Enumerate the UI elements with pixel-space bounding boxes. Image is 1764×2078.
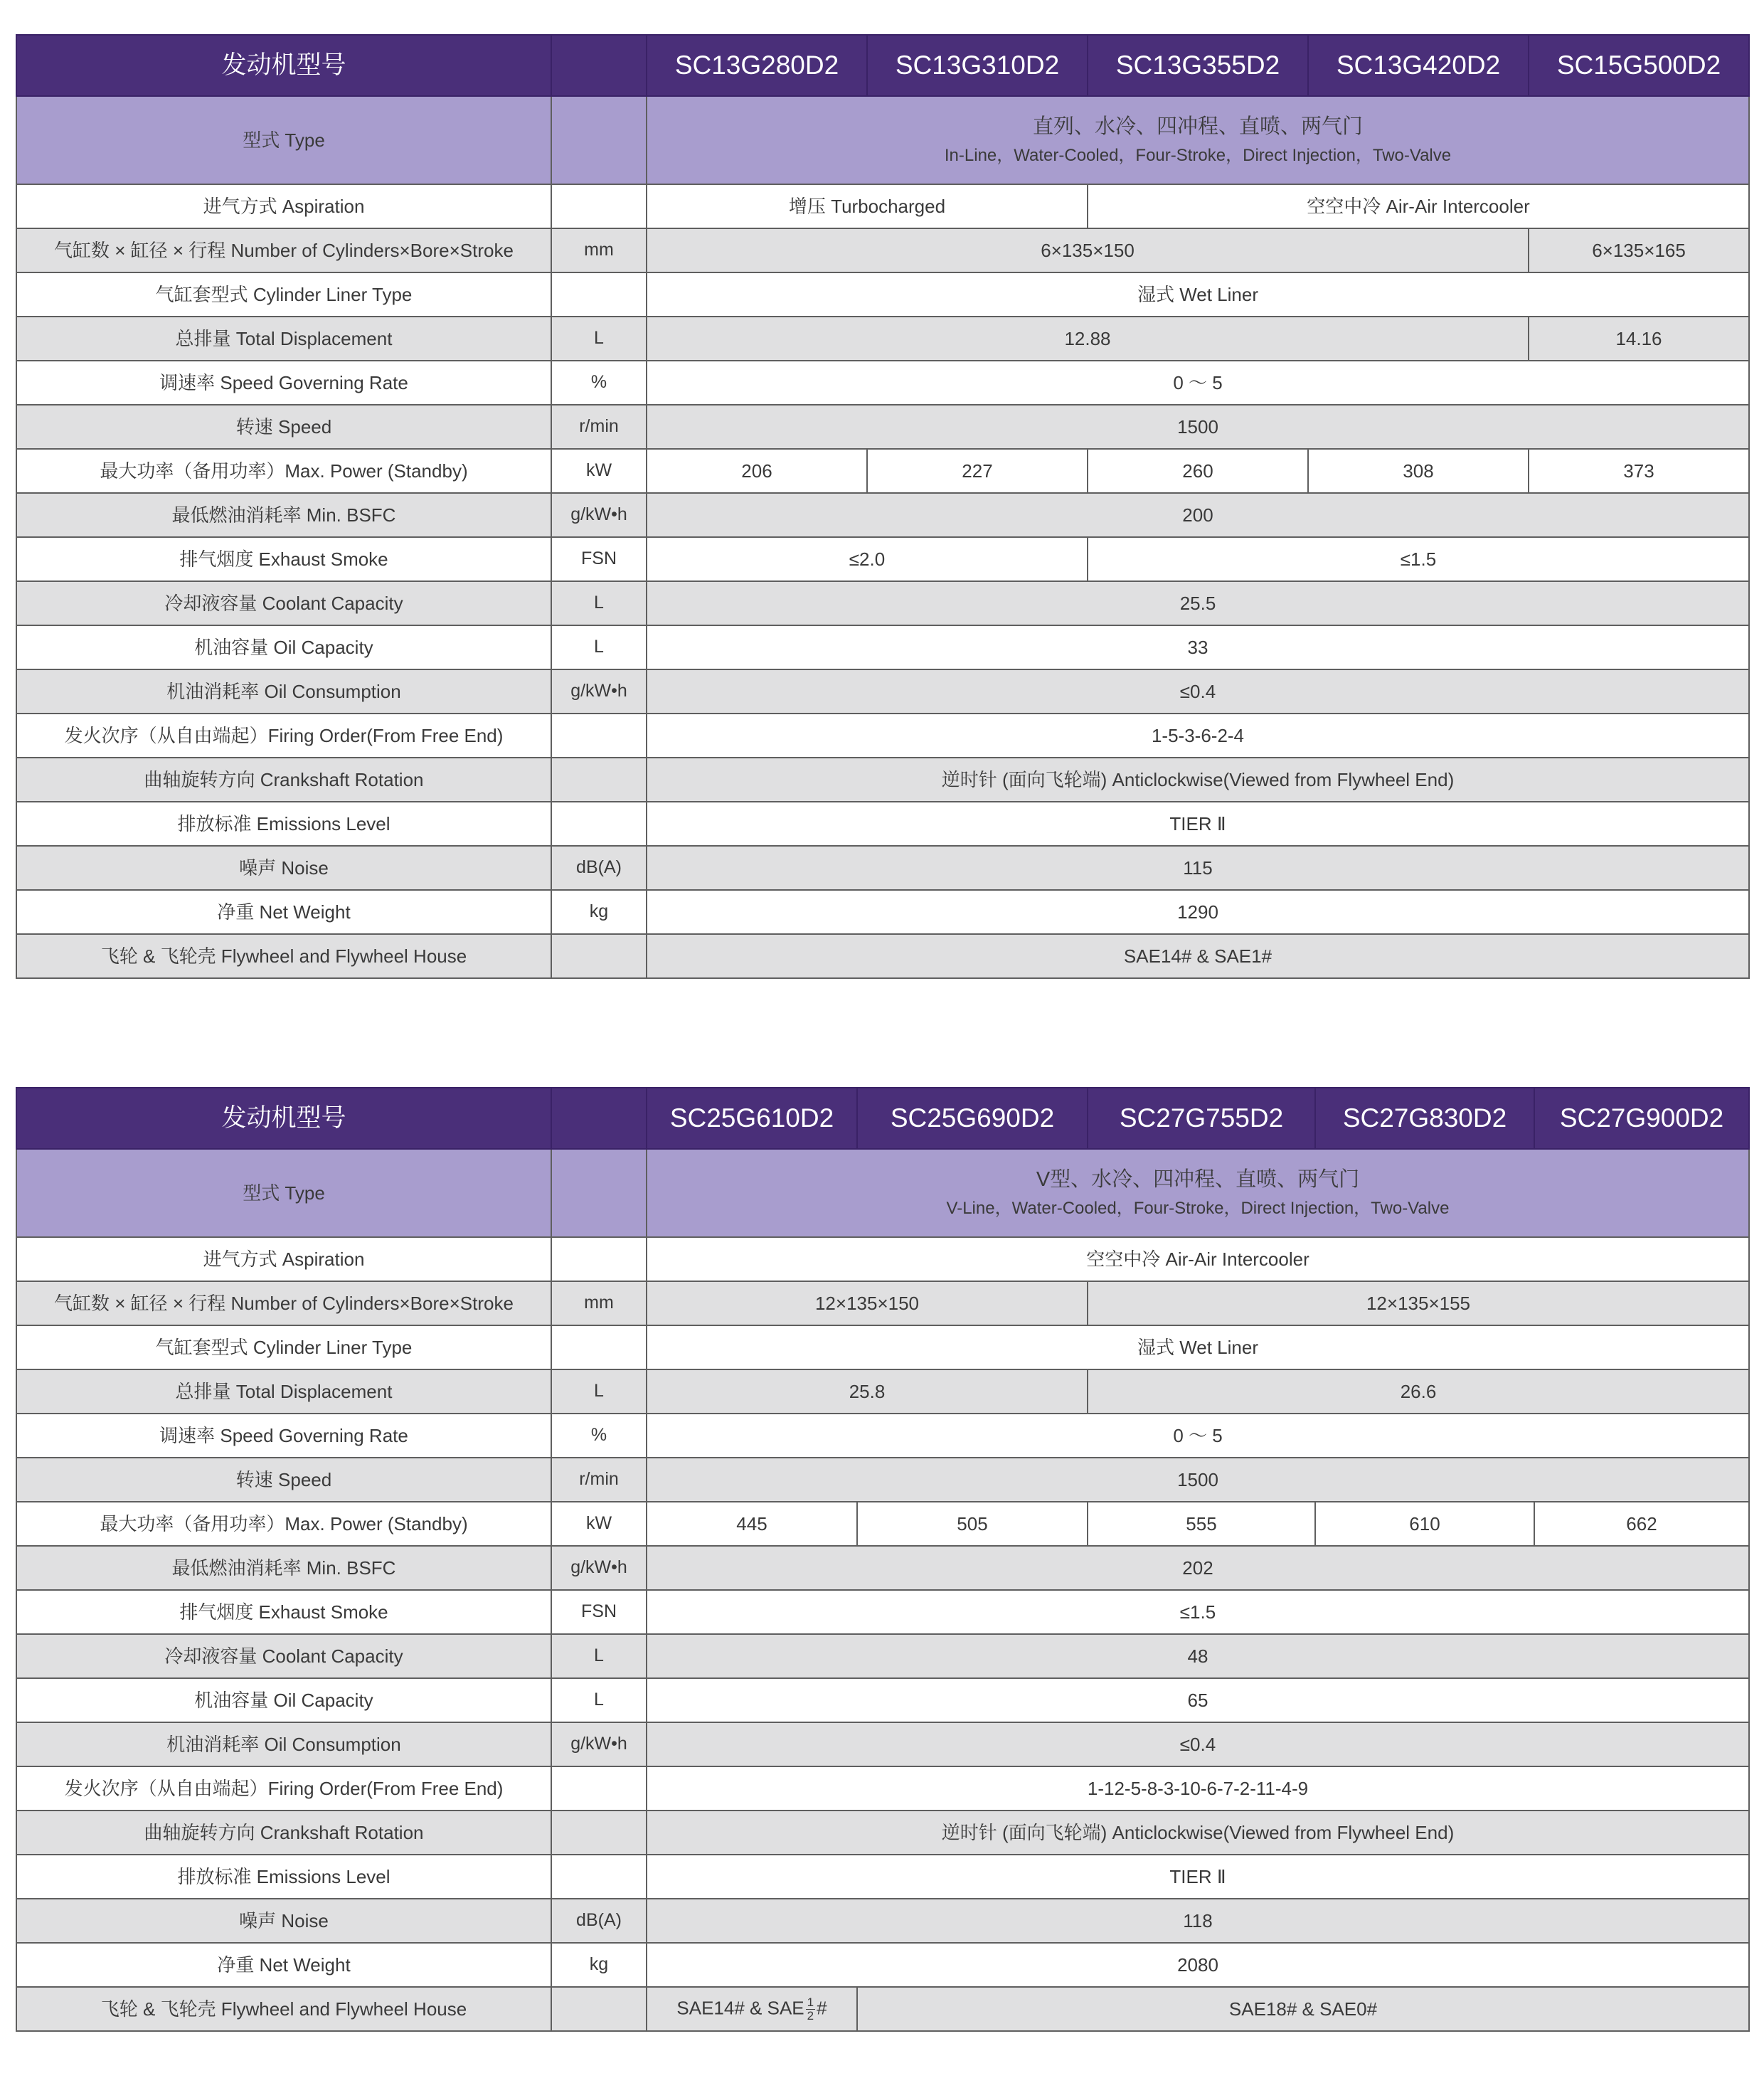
flywheel-row xyxy=(16,934,1749,978)
row-value: 662 xyxy=(1534,1502,1749,1546)
row-label: 总排量 Total Displacement xyxy=(16,317,551,361)
row-unit: kg xyxy=(551,890,647,934)
row-unit xyxy=(551,184,647,228)
model-name: SC15G500D2 xyxy=(1529,35,1749,96)
row-unit: dB(A) xyxy=(551,1899,647,1943)
row-value: 200 xyxy=(647,493,1749,537)
row-label: 型式 Type xyxy=(16,1149,551,1237)
type-value-cn: 直列、水冷、四冲程、直喷、两气门 xyxy=(1032,115,1363,138)
row-unit xyxy=(551,1766,647,1811)
bsfc-row xyxy=(16,493,1749,537)
row-value: 6×135×165 xyxy=(1529,228,1749,272)
type-value-en: V-Line，Water-Cooled，Four-Stroke，Direct Injection，Two-Valve xyxy=(946,1199,1450,1219)
row-label: 型式 Type xyxy=(16,96,551,184)
header-row xyxy=(16,35,1749,96)
header-row xyxy=(16,1088,1749,1149)
row-value: 227 xyxy=(867,449,1088,493)
row-value: 0 ～ 5 xyxy=(647,361,1749,405)
row-label: 进气方式 Aspiration xyxy=(16,184,551,228)
row-unit: L xyxy=(551,317,647,361)
row-unit xyxy=(551,758,647,802)
row-unit: r/min xyxy=(551,1458,647,1502)
weight-row xyxy=(16,1943,1749,1987)
row-label: 噪声 Noise xyxy=(16,1899,551,1943)
row-label: 机油消耗率 Oil Consumption xyxy=(16,1722,551,1766)
row-value: 25.5 xyxy=(647,581,1749,625)
row-label: 最低燃油消耗率 Min. BSFC xyxy=(16,1546,551,1590)
row-value: TIER Ⅱ xyxy=(647,802,1749,846)
row-value: 202 xyxy=(647,1546,1749,1590)
row-label: 机油容量 Oil Capacity xyxy=(16,625,551,669)
row-value: 1290 xyxy=(647,890,1749,934)
row-unit: L xyxy=(551,625,647,669)
bsfc-row xyxy=(16,1546,1749,1590)
flywheel-value-first xyxy=(647,1987,857,2031)
row-unit: g/kW•h xyxy=(551,493,647,537)
row-unit: kW xyxy=(551,449,647,493)
row-label: 气缸数 × 缸径 × 行程 Number of Cylinders×Bore×Stroke xyxy=(16,1281,551,1325)
row-unit xyxy=(551,934,647,978)
row-value: ≤1.5 xyxy=(1088,537,1749,581)
row-value: ≤0.4 xyxy=(647,1722,1749,1766)
row-value: 2080 xyxy=(647,1943,1749,1987)
coolant-row xyxy=(16,1634,1749,1678)
row-value: 26.6 xyxy=(1088,1369,1749,1414)
row-unit: g/kW•h xyxy=(551,1546,647,1590)
model-name: SC27G830D2 xyxy=(1315,1088,1534,1149)
flywheel-row xyxy=(16,1987,1749,2031)
row-unit: % xyxy=(551,1414,647,1458)
displacement-row xyxy=(16,1369,1749,1414)
type-row xyxy=(16,1149,1749,1237)
row-label: 进气方式 Aspiration xyxy=(16,1237,551,1281)
power-row xyxy=(16,1502,1749,1546)
row-value: 555 xyxy=(1088,1502,1315,1546)
row-value: 14.16 xyxy=(1529,317,1749,361)
emissions-row xyxy=(16,1855,1749,1899)
row-value: 118 xyxy=(647,1899,1749,1943)
row-value: 空空中冷 Air-Air Intercooler xyxy=(1088,184,1749,228)
fraction xyxy=(806,1996,815,2023)
row-label: 调速率 Speed Governing Rate xyxy=(16,1414,551,1458)
row-unit: L xyxy=(551,1678,647,1722)
row-unit xyxy=(551,1987,647,2031)
row-value: 1500 xyxy=(647,405,1749,449)
row-value: ≤2.0 xyxy=(647,537,1088,581)
fraction-denominator: 2 xyxy=(807,2008,814,2023)
row-value: 25.8 xyxy=(647,1369,1088,1414)
row-label: 发火次序（从自由端起）Firing Order(From Free End) xyxy=(16,1766,551,1811)
row-unit: FSN xyxy=(551,1590,647,1634)
speed-row xyxy=(16,405,1749,449)
type-row xyxy=(16,96,1749,184)
row-value: 373 xyxy=(1529,449,1749,493)
row-unit: L xyxy=(551,581,647,625)
row-unit xyxy=(551,1149,647,1237)
noise-row xyxy=(16,846,1749,890)
model-name: SC27G755D2 xyxy=(1088,1088,1315,1149)
row-unit xyxy=(551,1325,647,1369)
firing-row xyxy=(16,714,1749,758)
row-label: 机油容量 Oil Capacity xyxy=(16,1678,551,1722)
row-label: 气缸套型式 Cylinder Liner Type xyxy=(16,1325,551,1369)
row-unit: L xyxy=(551,1369,647,1414)
row-value: ≤1.5 xyxy=(647,1590,1749,1634)
row-label: 机油消耗率 Oil Consumption xyxy=(16,669,551,714)
row-value: 65 xyxy=(647,1678,1749,1722)
coolant-row xyxy=(16,581,1749,625)
weight-row xyxy=(16,890,1749,934)
row-value: 308 xyxy=(1308,449,1529,493)
engine-model-title: 发动机型号 xyxy=(16,35,551,96)
row-label: 曲轴旋转方向 Crankshaft Rotation xyxy=(16,1811,551,1855)
row-unit xyxy=(551,802,647,846)
firing-row xyxy=(16,1766,1749,1811)
type-value xyxy=(647,96,1749,184)
row-label: 排放标准 Emissions Level xyxy=(16,802,551,846)
displacement-row xyxy=(16,317,1749,361)
row-value: SAE18# & SAE0# xyxy=(857,1987,1749,2031)
row-value: 1500 xyxy=(647,1458,1749,1502)
row-unit xyxy=(551,272,647,317)
row-label: 最大功率（备用功率）Max. Power (Standby) xyxy=(16,1502,551,1546)
row-unit: g/kW•h xyxy=(551,1722,647,1766)
type-value-en: In-Line，Water-Cooled，Four-Stroke，Direct Injection，Two-Valve xyxy=(944,146,1452,166)
row-value: 湿式 Wet Liner xyxy=(647,1325,1749,1369)
noise-row xyxy=(16,1899,1749,1943)
model-name: SC25G690D2 xyxy=(857,1088,1088,1149)
row-label: 曲轴旋转方向 Crankshaft Rotation xyxy=(16,758,551,802)
liner-row xyxy=(16,272,1749,317)
model-name: SC27G900D2 xyxy=(1534,1088,1749,1149)
row-value: 260 xyxy=(1088,449,1308,493)
flywheel-suffix: # xyxy=(817,1996,827,2018)
oil-row xyxy=(16,1678,1749,1722)
row-value: TIER Ⅱ xyxy=(647,1855,1749,1899)
speed-row xyxy=(16,1458,1749,1502)
row-label: 排放标准 Emissions Level xyxy=(16,1855,551,1899)
row-label: 最大功率（备用功率）Max. Power (Standby) xyxy=(16,449,551,493)
row-value: SAE14# & SAE1# xyxy=(647,934,1749,978)
power-row xyxy=(16,449,1749,493)
row-label: 净重 Net Weight xyxy=(16,890,551,934)
type-value-cn: V型、水冷、四冲程、直喷、两气门 xyxy=(1036,1167,1360,1191)
row-value: 33 xyxy=(647,625,1749,669)
row-unit: % xyxy=(551,361,647,405)
fraction-numerator: 1 xyxy=(807,1995,814,2009)
engine-model-title: 发动机型号 xyxy=(16,1088,551,1149)
governing-row xyxy=(16,361,1749,405)
type-value xyxy=(647,1149,1749,1237)
row-value: 逆时针 (面向飞轮端) Anticlockwise(Viewed from Flywheel End) xyxy=(647,758,1749,802)
row-value: 1-5-3-6-2-4 xyxy=(647,714,1749,758)
row-value: 206 xyxy=(647,449,867,493)
row-value: 逆时针 (面向飞轮端) Anticlockwise(Viewed from Flywheel End) xyxy=(647,1811,1749,1855)
row-unit: kW xyxy=(551,1502,647,1546)
cylinders-row xyxy=(16,228,1749,272)
row-label: 冷却液容量 Coolant Capacity xyxy=(16,1634,551,1678)
row-unit xyxy=(551,714,647,758)
governing-row xyxy=(16,1414,1749,1458)
row-value: 12×135×155 xyxy=(1088,1281,1749,1325)
oil-row xyxy=(16,625,1749,669)
row-unit: kg xyxy=(551,1943,647,1987)
rotation-row xyxy=(16,758,1749,802)
row-value: 增压 Turbocharged xyxy=(647,184,1088,228)
row-value: 12.88 xyxy=(647,317,1529,361)
row-value: 1-12-5-8-3-10-6-7-2-11-4-9 xyxy=(647,1766,1749,1811)
row-value: 0 ～ 5 xyxy=(647,1414,1749,1458)
spec-table-vline xyxy=(16,1087,1750,2032)
row-value: 湿式 Wet Liner xyxy=(647,272,1749,317)
row-label: 转速 Speed xyxy=(16,405,551,449)
cylinders-row xyxy=(16,1281,1749,1325)
row-value: 空空中冷 Air-Air Intercooler xyxy=(647,1237,1749,1281)
oil-consumption-row xyxy=(16,669,1749,714)
row-label: 调速率 Speed Governing Rate xyxy=(16,361,551,405)
row-unit xyxy=(551,1237,647,1281)
row-label: 发火次序（从自由端起）Firing Order(From Free End) xyxy=(16,714,551,758)
rotation-row xyxy=(16,1811,1749,1855)
emissions-row xyxy=(16,802,1749,846)
model-name: SC13G355D2 xyxy=(1088,35,1308,96)
row-unit: mm xyxy=(551,1281,647,1325)
row-unit: r/min xyxy=(551,405,647,449)
row-label: 排气烟度 Exhaust Smoke xyxy=(16,1590,551,1634)
row-label: 排气烟度 Exhaust Smoke xyxy=(16,537,551,581)
row-value: 48 xyxy=(647,1634,1749,1678)
row-unit: mm xyxy=(551,228,647,272)
flywheel-prefix: SAE14# & SAE xyxy=(676,1996,804,2018)
model-name: SC25G610D2 xyxy=(647,1088,857,1149)
spec-table-inline xyxy=(16,34,1750,979)
unit-header xyxy=(551,35,647,96)
row-label: 转速 Speed xyxy=(16,1458,551,1502)
oil-consumption-row xyxy=(16,1722,1749,1766)
unit-header xyxy=(551,1088,647,1149)
aspiration-row xyxy=(16,184,1749,228)
row-value: 505 xyxy=(857,1502,1088,1546)
row-value: 6×135×150 xyxy=(647,228,1529,272)
row-value: ≤0.4 xyxy=(647,669,1749,714)
model-name: SC13G310D2 xyxy=(867,35,1088,96)
smoke-row xyxy=(16,537,1749,581)
row-value: 12×135×150 xyxy=(647,1281,1088,1325)
row-label: 噪声 Noise xyxy=(16,846,551,890)
row-value: 610 xyxy=(1315,1502,1534,1546)
row-label: 气缸套型式 Cylinder Liner Type xyxy=(16,272,551,317)
row-label: 总排量 Total Displacement xyxy=(16,1369,551,1414)
row-label: 飞轮 & 飞轮壳 Flywheel and Flywheel House xyxy=(16,934,551,978)
row-label: 冷却液容量 Coolant Capacity xyxy=(16,581,551,625)
model-name: SC13G420D2 xyxy=(1308,35,1529,96)
liner-row xyxy=(16,1325,1749,1369)
row-label: 净重 Net Weight xyxy=(16,1943,551,1987)
model-name: SC13G280D2 xyxy=(647,35,867,96)
row-label: 气缸数 × 缸径 × 行程 Number of Cylinders×Bore×Stroke xyxy=(16,228,551,272)
row-unit xyxy=(551,1811,647,1855)
row-unit xyxy=(551,1855,647,1899)
smoke-row xyxy=(16,1590,1749,1634)
row-unit: L xyxy=(551,1634,647,1678)
aspiration-row xyxy=(16,1237,1749,1281)
row-label: 飞轮 & 飞轮壳 Flywheel and Flywheel House xyxy=(16,1987,551,2031)
row-unit: FSN xyxy=(551,537,647,581)
row-unit xyxy=(551,96,647,184)
row-unit: g/kW•h xyxy=(551,669,647,714)
row-label: 最低燃油消耗率 Min. BSFC xyxy=(16,493,551,537)
row-value: 115 xyxy=(647,846,1749,890)
row-unit: dB(A) xyxy=(551,846,647,890)
row-value: 445 xyxy=(647,1502,857,1546)
